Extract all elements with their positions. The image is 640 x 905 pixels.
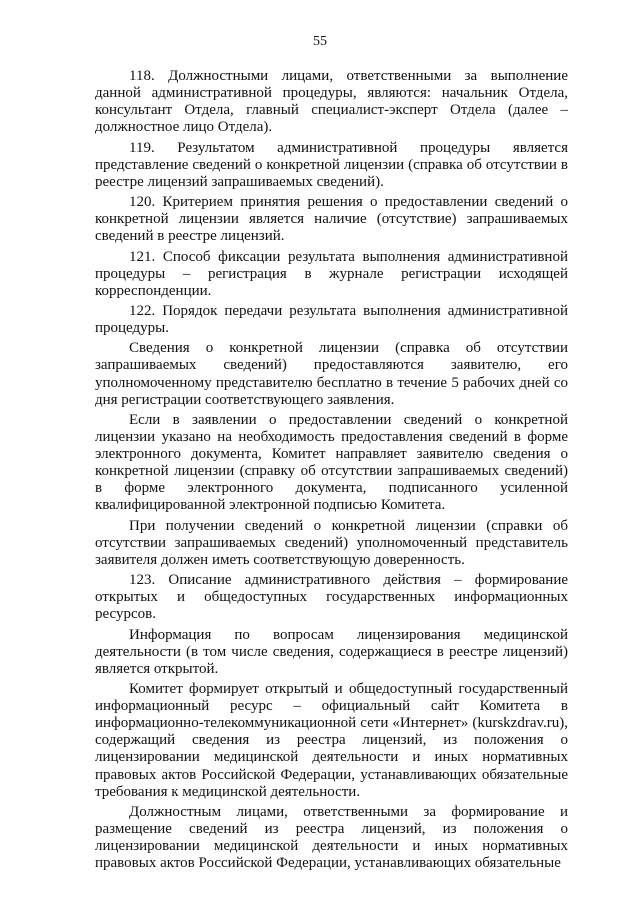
paragraph-123: 123. Описание административного действия – формирование открытых и общедоступных государственных информационных ресурсов.: [95, 572, 568, 623]
paragraph-119: 119. Результатом административной процедуры является представление сведений о конкретной лицензии (справка об отсутствии в реестре лицензий запрашиваемых сведений).: [95, 139, 568, 190]
paragraph-electronic-document: Если в заявлении о предоставлении сведений о конкретной лицензии указано на необходимость предоставления сведений в форме электронного документа, Комитет направляет заявителю сведения о конкретной лицензии (справку об отсутствии запрашиваемых сведений) в форме электронного документа, подписанного усиленной квалифицированной электронной подписью Комитета.: [95, 411, 568, 514]
body-text: [95, 68, 568, 875]
paragraph-open-information: Информация по вопросам лицензирования медицинской деятельности (в том числе сведения, содержащиеся в реестре лицензий) является открытой.: [95, 626, 568, 677]
paragraph-official-site: Комитет формирует открытый и общедоступный государственный информационный ресурс – официальный сайт Комитета в информационно-телекоммуникационной сети «Интернет» (kurskzdrav.ru), содержащий сведения из реестра лицензий, из положения о лицензировании медицинской деятельности и иных нормативных правовых актов Российской Федерации, устанавливающих обязательные требования к медицинской деятельности.: [95, 681, 568, 800]
paragraph-info-provision: Сведения о конкретной лицензии (справка об отсутствии запрашиваемых сведений) предоставляются заявителю, его уполномоченному представителю бесплатно в течение 5 рабочих дней со дня регистрации соответствующего заявления.: [95, 340, 568, 408]
paragraph-121: 121. Способ фиксации результата выполнения административной процедуры – регистрация в журнале регистрации исходящей корреспонденции.: [95, 248, 568, 299]
paragraph-120: 120. Критерием принятия решения о предоставлении сведений о конкретной лицензии является наличие (отсутствие) запрашиваемых сведений в реестре лицензий.: [95, 194, 568, 245]
paragraph-122: 122. Порядок передачи результата выполнения административной процедуры.: [95, 302, 568, 337]
page-number: 55: [313, 34, 327, 49]
paragraph-responsible-officials: Должностным лицами, ответственными за формирование и размещение сведений из реестра лицензий, из положения о лицензировании медицинской деятельности и иных нормативных правовых актов Российской Федерации, устанавливающих обязательные: [95, 803, 568, 872]
paragraph-power-of-attorney: При получении сведений о конкретной лицензии (справки об отсутствии запрашиваемых сведений) уполномоченный представитель заявителя должен иметь соответствующую доверенность.: [95, 517, 568, 568]
paragraph-118: 118. Должностными лицами, ответственными за выполнение данной административной процедуры, являются: начальник Отдела, консультант Отдела, главный специалист-эксперт Отдела (далее – должностное лицо Отдела).: [95, 68, 568, 136]
